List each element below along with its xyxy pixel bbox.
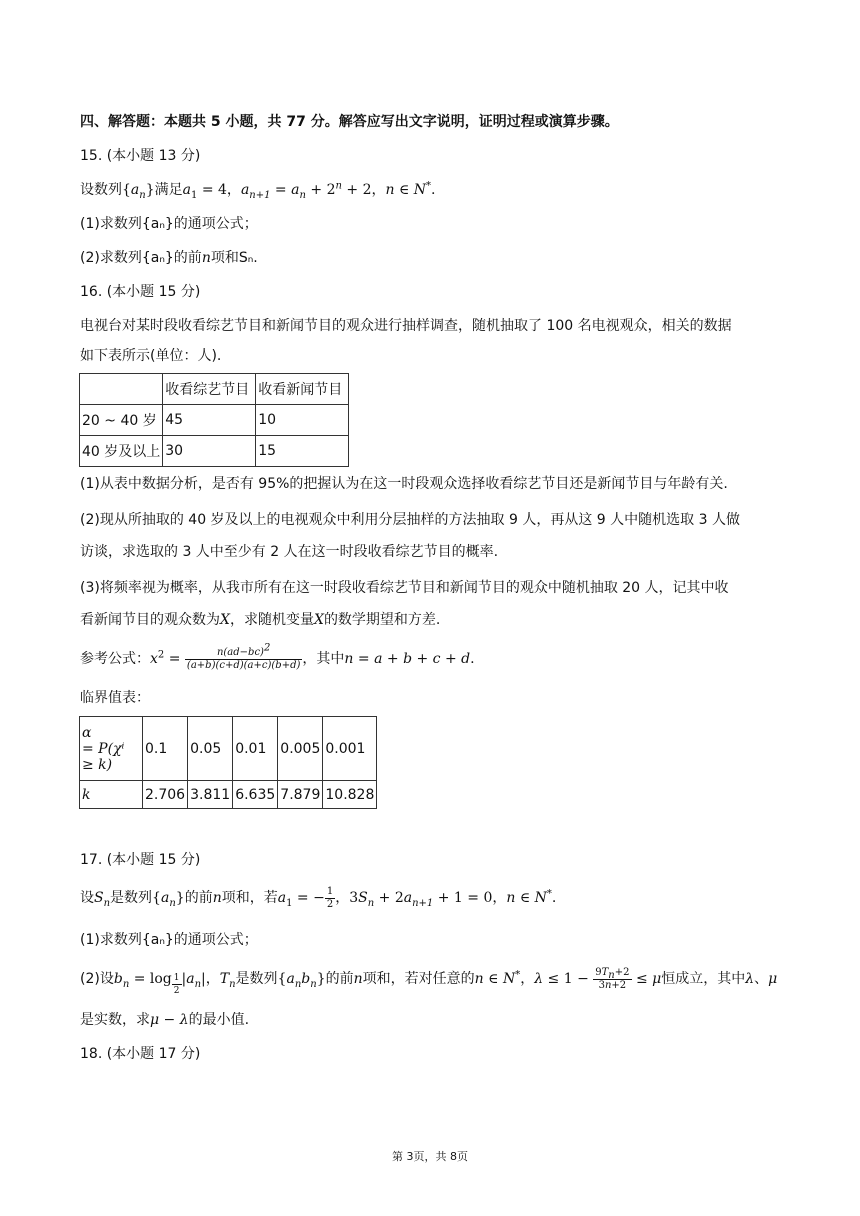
- table-cell: 0.05: [188, 717, 233, 781]
- table-header-cell: [80, 374, 163, 405]
- q16-formula: 参考公式：$x^2$ = $\frac{n(ad-bc)^2}{(a+b)(c+d)(a+c)(b+d)}$ ，其中n = a + b + c + d.: [80, 642, 475, 671]
- table-cell: 20 ~ 40 岁: [80, 405, 163, 436]
- table-cell: 40 岁及以上: [80, 436, 163, 467]
- table-cell: 0.01: [233, 717, 278, 781]
- table-row: [80, 781, 377, 809]
- q16-part1: (1)从表中数据分析，是否有 95%的把握认为在这一时段观众选择收看综艺节目还是新闻节目与年龄有关.: [80, 476, 728, 492]
- q17-part1: (1)求数列{aₙ}的通项公式；: [80, 932, 258, 948]
- q17-stem: 设$S_n$是数列$\{a_n\}$的前n项和，若$a_1$ = − $\frac{1}{2}$ ，$3S_n + 2a_{n+1} + 1 = 0$，n ∈ N*.: [80, 885, 557, 910]
- q15-stem: 设数列$\{a_n\}$满足$a_1 = 4$，$a_{n+1} = a_n + 2^n + 2$，n ∈ N*.: [80, 180, 436, 201]
- table-cell: 45: [163, 405, 256, 436]
- q16-part2-line1: (2)现从所抽取的 40 岁及以上的电视观众中利用分层抽样的方法抽取 9 人，再从这 9 人中随机选取 3 人做: [80, 512, 740, 528]
- table-cell: 15: [256, 436, 349, 467]
- table-cell: 2.706: [143, 781, 188, 809]
- q15-header: 15. (本小题 13 分): [80, 148, 201, 164]
- q18-header: 18. (本小题 17 分): [80, 1046, 201, 1062]
- table-cell: 10.828: [323, 781, 377, 809]
- table-cell: 0.005: [278, 717, 323, 781]
- q17-part2-line2: 是实数，求μ − λ的最小值.: [80, 1012, 250, 1028]
- q16-stem-line1: 电视台对某时段收看综艺节目和新闻节目的观众进行抽样调查，随机抽取了 100 名电视观众，相关的数据: [80, 318, 732, 334]
- q16-header: 16. (本小题 15 分): [80, 284, 201, 300]
- table-cell: 7.879: [278, 781, 323, 809]
- q16-data-table: [79, 373, 349, 467]
- k-label-cell: k: [80, 781, 143, 809]
- alpha-label-cell: α = P(χⁱ ≥ k): [80, 717, 143, 781]
- critical-value-table: [79, 716, 377, 809]
- table-cell: 30: [163, 436, 256, 467]
- table-cell: 3.811: [188, 781, 233, 809]
- q16-critical-label: 临界值表：: [80, 690, 150, 706]
- table-cell: 6.635: [233, 781, 278, 809]
- q16-stem-line2: 如下表所示(单位：人).: [80, 348, 222, 364]
- table-header-cell: 收看新闻节目: [256, 374, 349, 405]
- table-cell: 0.1: [143, 717, 188, 781]
- q16-part2-line2: 访谈，求选取的 3 人中至少有 2 人在这一时段收看综艺节目的概率.: [80, 544, 499, 560]
- table-row: [80, 436, 349, 467]
- q15-part1: (1)求数列{aₙ}的通项公式；: [80, 216, 258, 232]
- q17-part2-line1: (2)设$b_n = \log$ $_{\frac{1}{2}}$ $|a_n|$，$T_n$是数列$\{a_nb_n\}$的前n项和，若对任意的n ∈ N*，λ ≤ 1 − $\frac{9T_n+2}{3n+2}$ ≤ μ恒成立，其中λ、μ: [80, 966, 778, 996]
- table-row: [80, 405, 349, 436]
- q16-part3-line2: 看新闻节目的观众数为X，求随机变量X的数学期望和方差.: [80, 612, 441, 628]
- q15-part2: (2)求数列{aₙ}的前n项和Sₙ.: [80, 250, 258, 266]
- q16-part3-line1: (3)将频率视为概率，从我市所有在这一时段收看综艺节目和新闻节目的观众中随机抽取 20 人，记其中收: [80, 580, 729, 596]
- table-cell: 0.001: [323, 717, 377, 781]
- q17-header: 17. (本小题 15 分): [80, 852, 201, 868]
- section-heading: 四、解答题：本题共 5 小题，共 77 分。解答应写出文字说明，证明过程或演算步骤。: [80, 114, 619, 130]
- table-row: [80, 717, 377, 781]
- chi-square-fraction: $\frac{n(ad-bc)^2}{(a+b)(c+d)(a+c)(b+d)}$: [186, 642, 301, 671]
- table-header-cell: 收看综艺节目: [163, 374, 256, 405]
- page-footer: 第 3页，共 8页: [392, 1150, 468, 1163]
- table-cell: 10: [256, 405, 349, 436]
